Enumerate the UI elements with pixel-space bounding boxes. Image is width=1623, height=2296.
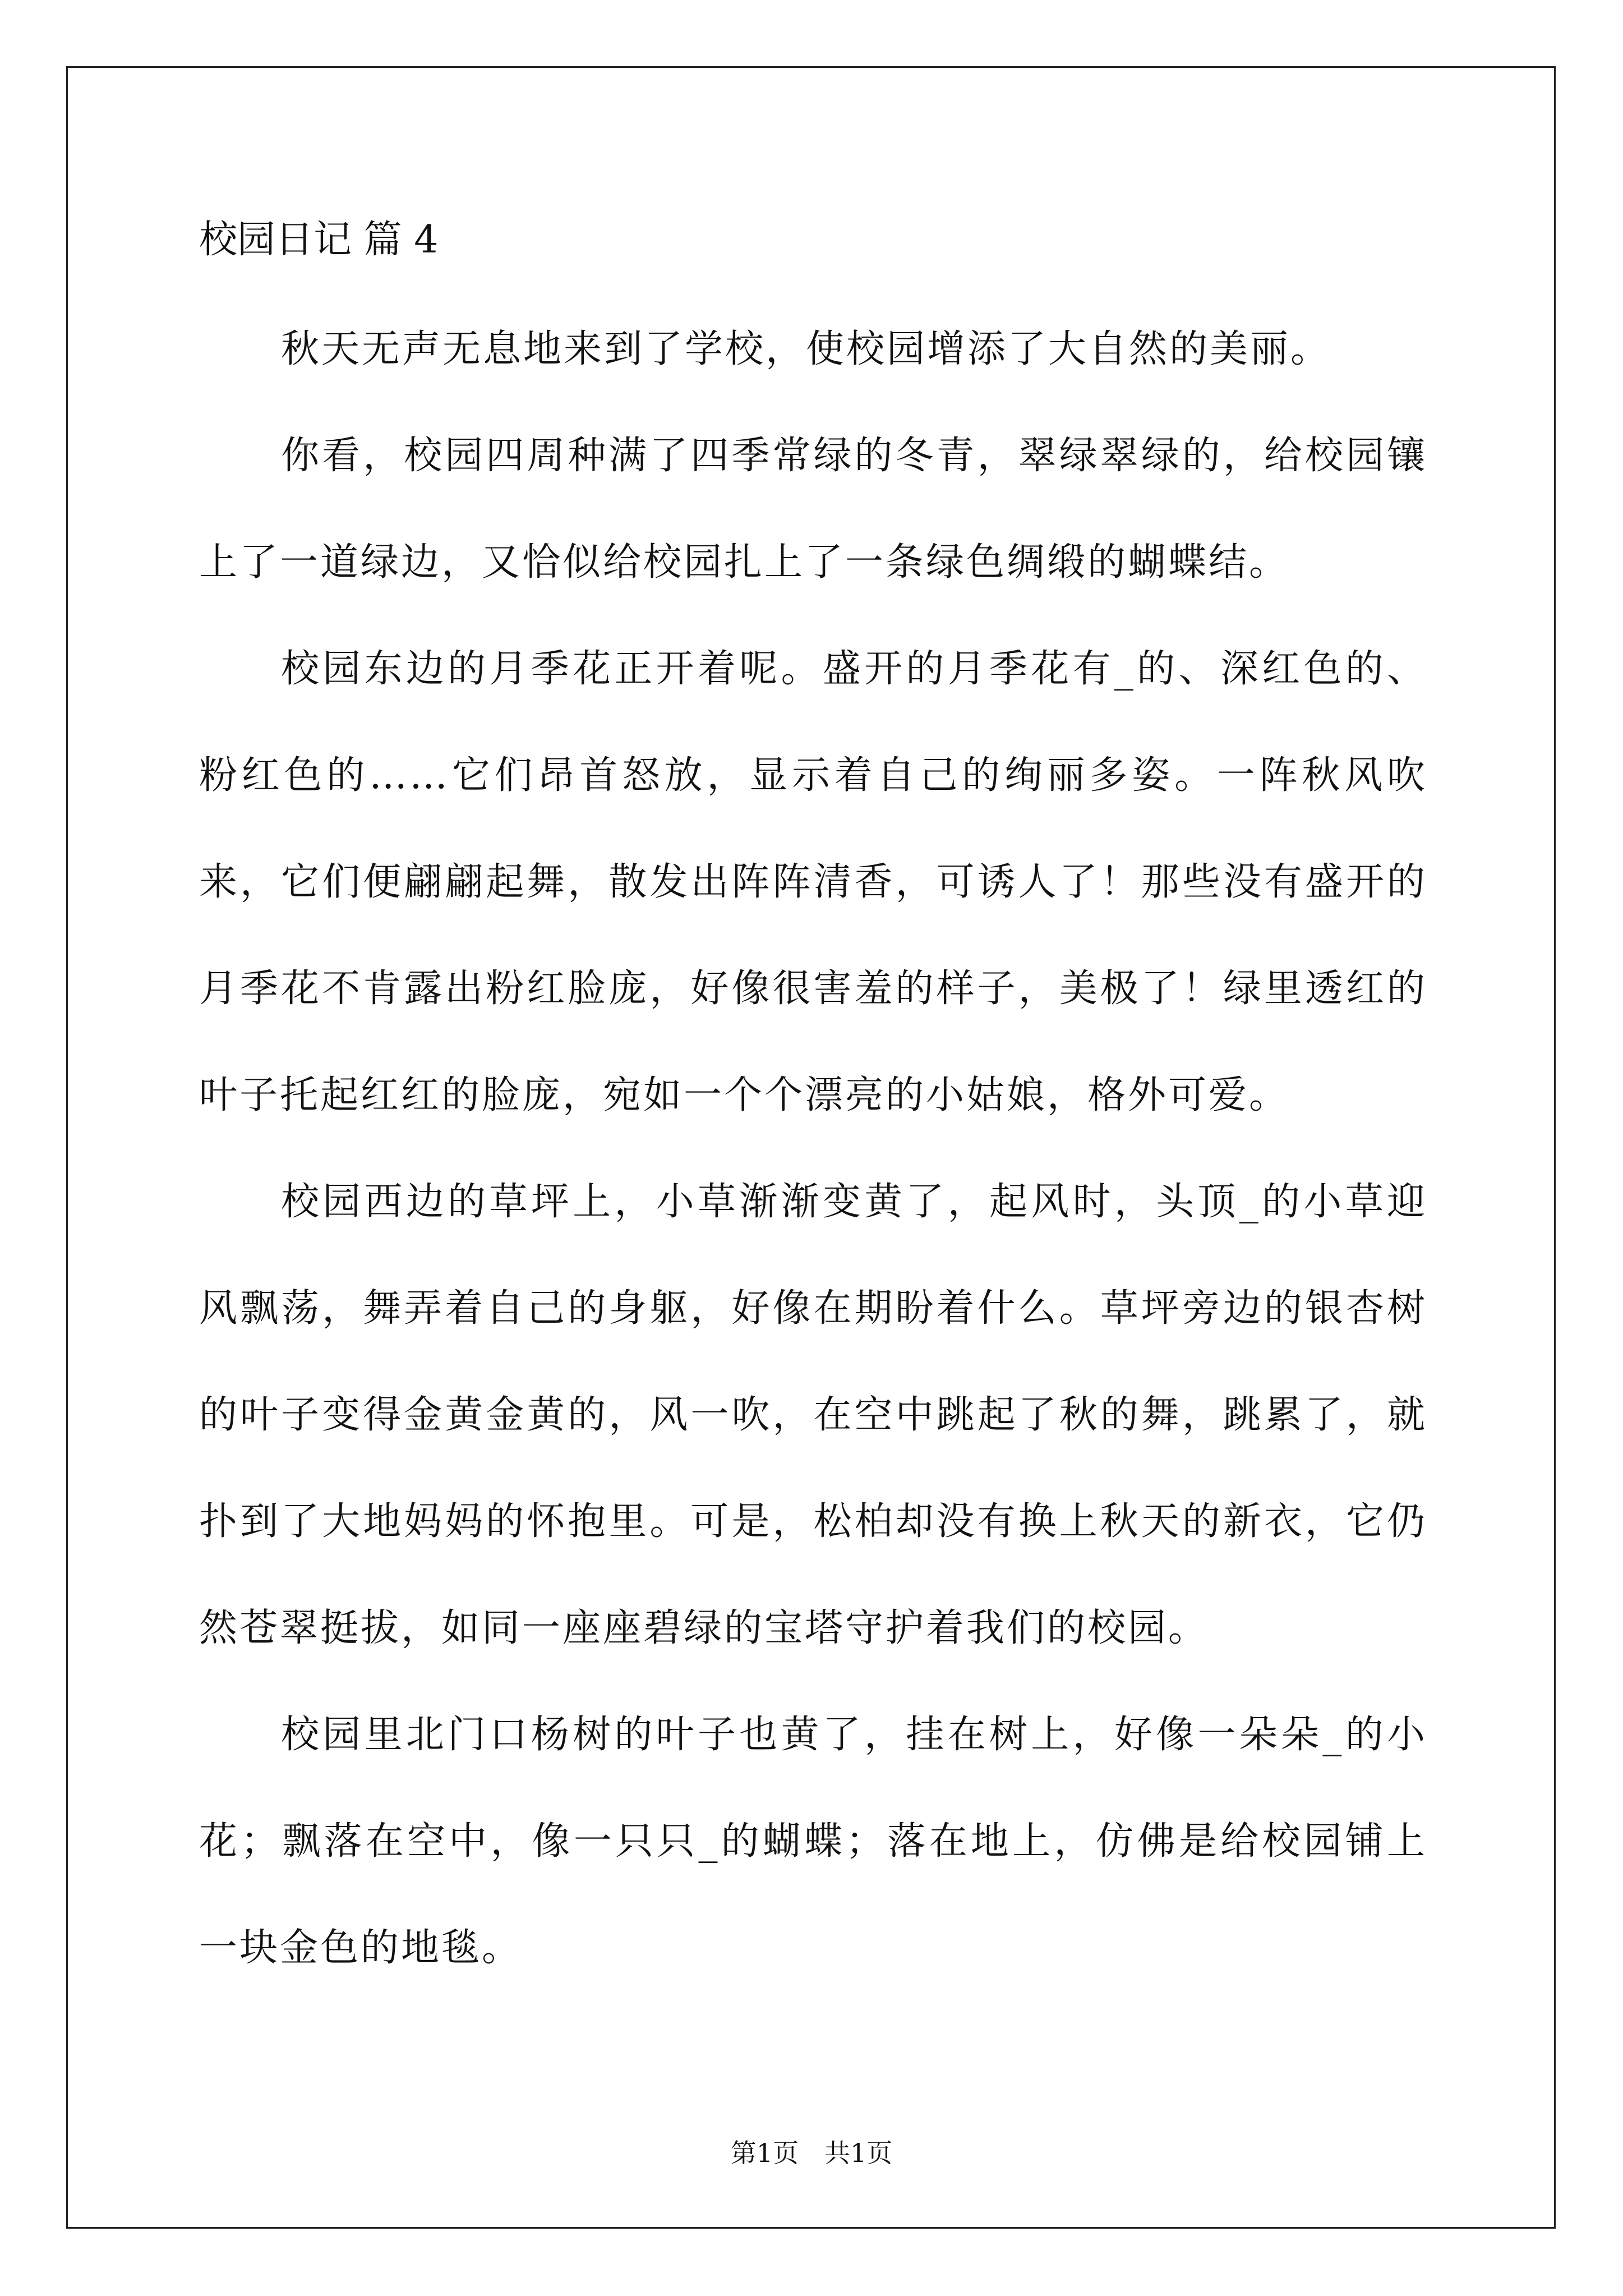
document-title: 校园日记 篇 4: [199, 218, 439, 262]
document-body: [199, 213, 1427, 2001]
page-footer: 第1页 共1页: [730, 2138, 893, 2168]
paragraph-3: 校园东边的月季花正开着呢。盛开的月季花有_的、深红色的、粉红色的……它们昂首怒放，显示着自己的绚丽多姿。一阵秋风吹来，它们便翩翩起舞，散发出阵阵清香，可诱人了！那些没有盛开的月季花不肯露出粉红脸庞，好像很害羞的样子，美极了！绿里透红的叶子托起红红的脸庞，宛如一个个漂亮的小姑娘，格外可爱。: [199, 647, 1427, 1117]
paragraph-4: 校园西边的草坪上，小草渐渐变黄了，起风时，头顶_的小草迎风飘荡，舞弄着自己的身躯，好像在期盼着什么。草坪旁边的银杏树的叶子变得金黄金黄的，风一吹，在空中跳起了秋的舞，跳累了，就扑到了大地妈妈的怀抱里。可是，松柏却没有换上秋天的新衣，它仍然苍翠挺拔，如同一座座碧绿的宝塔守护着我们的校园。: [199, 1180, 1427, 1650]
paragraph-1: 秋天无声无息地来到了学校，使校园增添了大自然的美丽。: [281, 327, 1331, 371]
paragraph-5: 校园里北门口杨树的叶子也黄了，挂在树上，好像一朵朵_的小花；飘落在空中，像一只只_的蝴蝶；落在地上，仿佛是给校园铺上一块金色的地毯。: [199, 1713, 1427, 1970]
paragraph-2: 你看，校园四周种满了四季常绿的冬青，翠绿翠绿的，给校园镶上了一道绿边，又恰似给校园扎上了一条绿色绸缎的蝴蝶结。: [199, 434, 1427, 585]
